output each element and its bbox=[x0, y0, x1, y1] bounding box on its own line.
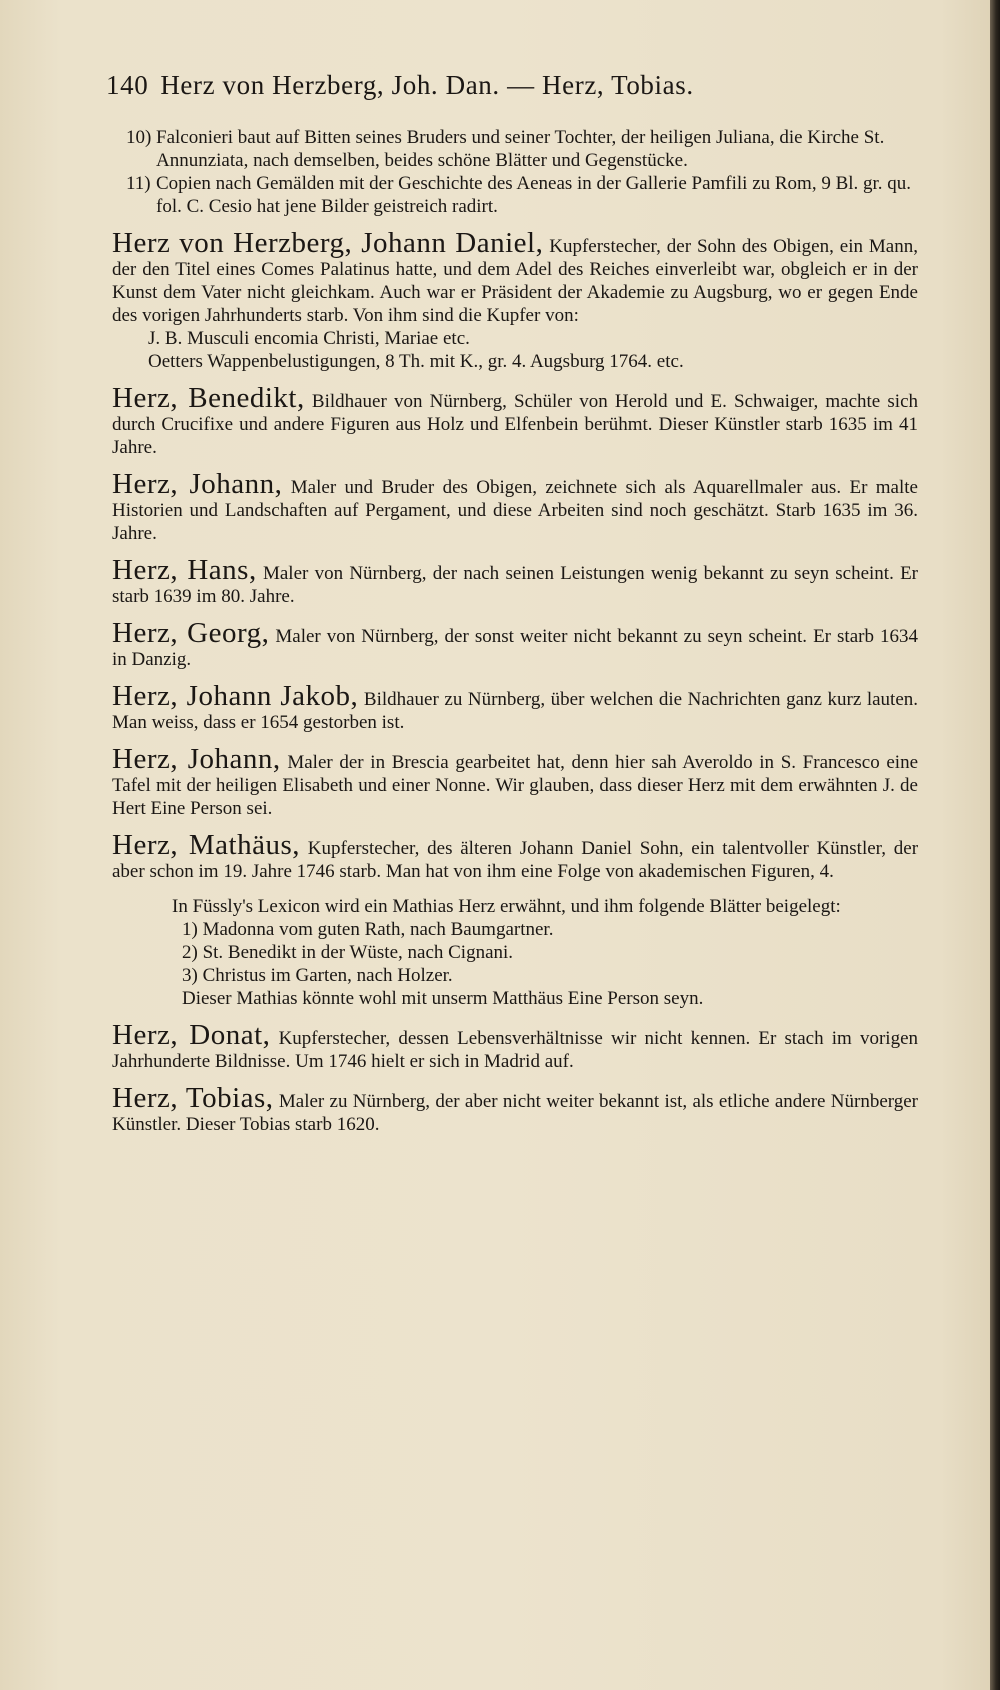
note-intro: In Füssly's Lexicon wird ein Mathias Herz erwähnt, und ihm folgende Blätter beigelegt: bbox=[172, 896, 841, 917]
running-title: Herz von Herzberg, Joh. Dan. — Herz, Tobias. bbox=[160, 70, 694, 100]
intro-list bbox=[126, 126, 918, 218]
entry-georg bbox=[112, 617, 919, 671]
entry-name: Herz, Tobias, bbox=[112, 1082, 274, 1114]
entry-donat bbox=[112, 1019, 919, 1073]
entry-name: Herz, Georg, bbox=[112, 617, 270, 649]
entry-name: Herz von Herzberg, Johann Daniel, bbox=[112, 227, 544, 259]
entry-name: Herz, Johann, bbox=[112, 468, 283, 500]
entry-text: Maler von Nürnberg, der nach seinen Leistungen wenig bekannt zu seyn scheint. Er starb 1639 im 80. Jahre. bbox=[112, 563, 919, 607]
running-header bbox=[106, 70, 836, 101]
list-item-number: 10) bbox=[126, 127, 152, 148]
entry-text: Bildhauer von Nürnberg, Schüler von Herold und E. Schwaiger, machte sich durch Crucifixe und andere Figuren aus Holz und Elfenbein berühmt. Dieser Künstler starb 1635 im 41 Jahre. bbox=[112, 391, 918, 458]
entry-name: Herz, Johann, bbox=[112, 743, 281, 775]
entry-name: Herz, Hans, bbox=[112, 554, 257, 586]
entry-name: Herz, Donat, bbox=[112, 1019, 271, 1051]
entry-text: Bildhauer zu Nürnberg, über welchen die Nachrichten ganz kurz lauten. Man weiss, dass er 1654 gestorben ist. bbox=[112, 689, 919, 733]
entry-tobias bbox=[112, 1082, 919, 1136]
work-item: J. B. Musculi encomia Christi, Mariae etc. bbox=[148, 328, 470, 349]
entry-name: Herz, Mathäus, bbox=[112, 829, 300, 861]
entry-johann bbox=[112, 468, 918, 545]
note-item: 2) St. Benedikt in der Wüste, nach Cignani. bbox=[182, 942, 514, 963]
list-item-text: Copien nach Gemälden mit der Geschichte des Aeneas in der Gallerie Pamfili zu Rom, 9 Bl. gr. qu. fol. C. Cesio hat jene Bilder geistreich radirt. bbox=[156, 173, 912, 217]
book-spine-edge bbox=[990, 0, 1000, 1690]
list-item-text: Falconieri baut auf Bitten seines Bruders und seiner Tochter, der heiligen Juliana, die Kirche St. Annunziata, nach demselben, beides schöne Blätter und Gegenstücke. bbox=[156, 127, 885, 171]
entry-benedikt bbox=[112, 382, 918, 459]
mathaeus-note bbox=[172, 895, 918, 1010]
entry-text: Kupferstecher, des älteren Johann Daniel Sohn, ein talentvoller Künstler, der aber schon im 19. Jahre 1746 starb. Man hat von ihm eine Folge von akademischen Figuren, 4. bbox=[112, 838, 919, 882]
list-item bbox=[126, 172, 918, 218]
list-item bbox=[126, 126, 918, 172]
note-closing: Dieser Mathias könnte wohl mit unserm Matthäus Eine Person seyn. bbox=[182, 988, 704, 1009]
entry-text: Maler zu Nürnberg, der aber nicht weiter bekannt ist, als etliche andere Nürnberger Künstler. Dieser Tobias starb 1620. bbox=[112, 1091, 919, 1135]
note-items bbox=[182, 918, 918, 1010]
entry-text: Maler von Nürnberg, der sonst weiter nicht bekannt zu seyn scheint. Er starb 1634 in Danzig. bbox=[112, 626, 919, 670]
work-item: Oetters Wappenbelustigungen, 8 Th. mit K., gr. 4. Augsburg 1764. etc. bbox=[148, 351, 684, 372]
note-item: 3) Christus im Garten, nach Holzer. bbox=[182, 965, 453, 986]
entry-name: Herz, Benedikt, bbox=[112, 382, 305, 414]
entry-johann-jakob bbox=[112, 680, 919, 734]
entry-mathaeus bbox=[112, 829, 919, 883]
entry-name: Herz, Johann Jakob, bbox=[112, 680, 359, 712]
works-list bbox=[148, 327, 918, 373]
entry-text: Kupferstecher, der Sohn des Obigen, ein Mann, der den Titel eines Comes Palatinus hatte, und dem Adel des Reiches einverleibt war, obgleich er in der Kunst dem Vater nicht gleichkam. Auch war er Präsident der Akademie zu Augsburg, wo er gegen Ende des vorigen Jahrhunderts starb. Von ihm sind die Kupfer von: bbox=[112, 236, 918, 326]
page-number: 140 bbox=[106, 70, 149, 100]
entry-johann-brescia bbox=[112, 743, 918, 820]
note-item: 1) Madonna vom guten Rath, nach Baumgartner. bbox=[182, 919, 554, 940]
entry-hans bbox=[112, 554, 919, 608]
list-item-number: 11) bbox=[126, 173, 151, 194]
entry-text: Kupferstecher, dessen Lebensverhältnisse wir nicht kennen. Er stach im vorigen Jahrhunderte Bildnisse. Um 1746 hielt er sich in Madrid auf. bbox=[112, 1028, 919, 1072]
page-body bbox=[112, 126, 918, 1136]
entry-herz-von-herzberg bbox=[112, 227, 918, 373]
entry-text: Maler und Bruder des Obigen, zeichnete sich als Aquarellmaler aus. Er malte Historien und Landschaften auf Pergament, und diese Arbeiten sind noch geschätzt. Starb 1635 im 36. Jahre. bbox=[112, 477, 918, 544]
entry-text: Maler der in Brescia gearbeitet hat, denn hier sah Averoldo in S. Francesco eine Tafel mit der heiligen Elisabeth und einer Nonne. Wir glauben, dass dieser Herz mit dem erwähnten J. de Hert Eine Person sei. bbox=[112, 752, 918, 819]
